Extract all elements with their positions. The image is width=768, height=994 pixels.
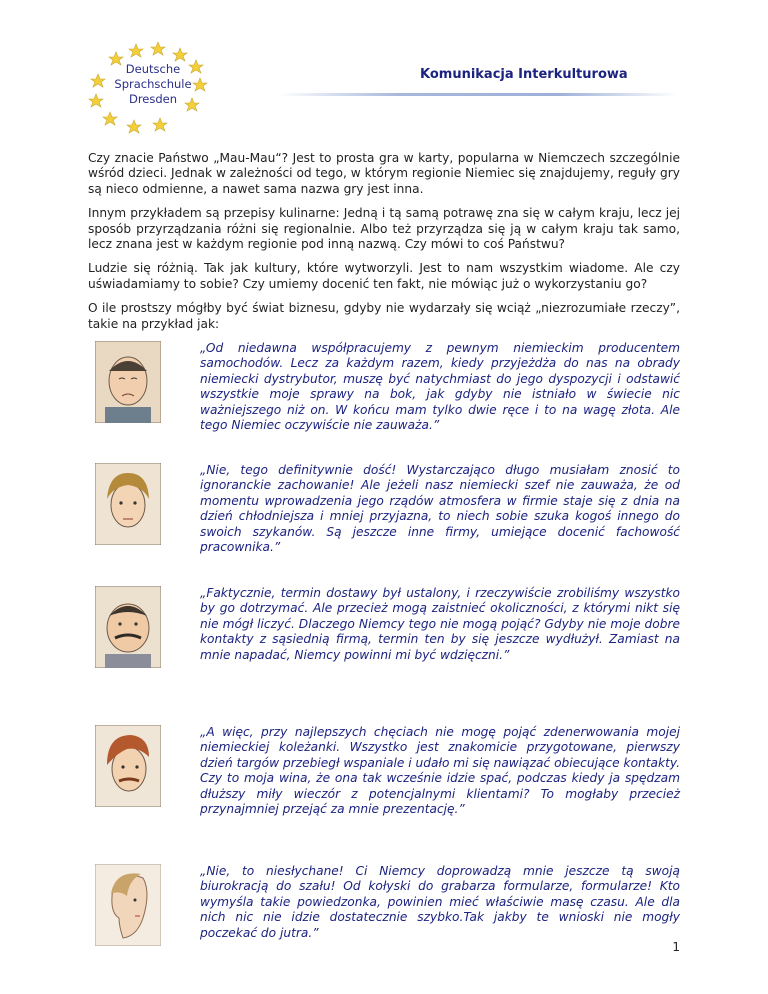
quote-text: „Faktycznie, termin dostawy był ustalony, i rzeczywiście zrobiliśmy wszystko by go dotrzymać. Ale przecież mogą zaistnieć okoliczności, z którymi nikt się nie mógł liczyć. Dlaczego Niemcy tego nie mogą pojąć? Gdyby nie moje dobre kontakty z sąsiednią firmą, termin ten by się jeszcze wydłużył. Zamiast na mnie napadać, Niemcy powinni mi być wdzięczni.” [200,586,680,662]
logo-line-2: Sprachschule [114,77,192,91]
paragraph: Innym przykładem są przepisy kulinarne: Jedną i tą samą potrawę zna się w całym kraju, lecz jej sposób przyrządzania różni się regionalnie. Albo też przyrządza się ją w całym kraju tak samo, lecz znana jest w każdym regionie pod inną nazwą. Czy mówi to coś Państwu? [88,206,680,252]
quote-block [88,341,680,453]
portrait-woman-profile-icon [95,864,161,946]
portrait-curly-hair-person-icon [95,463,161,545]
portrait-mustache-man-icon [95,586,161,668]
paragraph: Ludzie się różnią. Tak jak kultury, które wytworzyli. Jest to nam wszystkim wiadome. Ale czy uświadamiamy to sobie? Czy umiemy docenić ten fakt, nie mówiąc już o wykorzystaniu go? [88,261,680,291]
quote-block [88,586,680,715]
school-logo [88,40,218,140]
header-divider [278,93,678,96]
portrait-sad-man-icon [95,341,161,423]
quote-text: „Nie, to niesłychane! Ci Niemcy doprowadzą mnie jeszcze tą swoją biurokracją do szału! Od kołyski do grabarza formularze, formularze! Kto wymyśla takie powiedzonka, powinien mieć właściwie masę czasu. Ale dla nich nic nie idzie dostatecznie szybko.Tak jakby te wnioski nie mogły poczekać do jutra.” [200,864,680,940]
logo-line-1: Deutsche [125,62,181,76]
portrait-redhead-man-icon [95,725,161,807]
paragraph: Czy znacie Państwo „Mau-Mau“? Jest to prosta gra w karty, popularna w Niemczech szczególnie wśród dzieci. Jednak w zależności od tego, w którym regionie Niemiec się znajdujemy, reguły gry są nieco odmienne, a nawet sama nazwa gry jest inna. [88,151,680,196]
quote-block [88,463,680,576]
quote-block [88,725,680,854]
logo-line-3: Dresden [128,92,178,106]
quote-text: „Nie, tego definitywnie dość! Wystarczająco długo musiałam znosić to ignoranckie zachowanie! Ale jeżeli nasz niemiecki szef nie zauważa, że od momentu wprowadzenia jego rządów atmosfera w firmie staje się z dnia na dzień chłodniejsza i mniej przyjazna, to niech sobie szuka kogoś innego do swoich szykanów. Są jeszcze inne firmy, umiejące docenić fachowość pracownika.” [200,463,680,555]
logo-wordmark [88,62,218,107]
page-number: 1 [672,940,680,954]
paragraph: O ile prostszy mógłby być świat biznesu, gdyby nie wydarzały się wciąż „niezrozumiałe rzeczy”, takie na przykład jak: [88,301,680,331]
quote-block [88,864,680,954]
document-header-title: Komunikacja Interkulturowa [420,67,628,82]
quote-text: „Od niedawna współpracujemy z pewnym niemieckim producentem samochodów. Lecz za każdym razem, kiedy przyjeżdża do nas na obrady niemiecki dystrybutor, muszę być natychmiast do jego dyspozycji i odstawić wszystkie moje sprawy na bok, jak gdyby nie istniało w świecie nic ważniejszego niż on. W końcu mam tylko dwie ręce i to na wagę złota. Ale tego Niemiec oczywiście nie zauważa.” [200,341,680,433]
quote-text: „A więc, przy najlepszych chęciach nie mogę pojąć zdenerwowania mojej niemieckiej koleżanki. Wszystko jest znakomicie przygotowane, pierwszy dzień targów przebiegł wspaniale i udało mi się nawiązać obiecujące kontakty. Czy to moja wina, że ona tak wcześnie idzie spać, podczas kiedy ja spędzam dłuższy miły wieczór z potencjalnymi klientami? To mogłaby przecież przynajmniej przejąć za mnie prezentację.” [200,725,680,817]
document-body [88,151,680,954]
